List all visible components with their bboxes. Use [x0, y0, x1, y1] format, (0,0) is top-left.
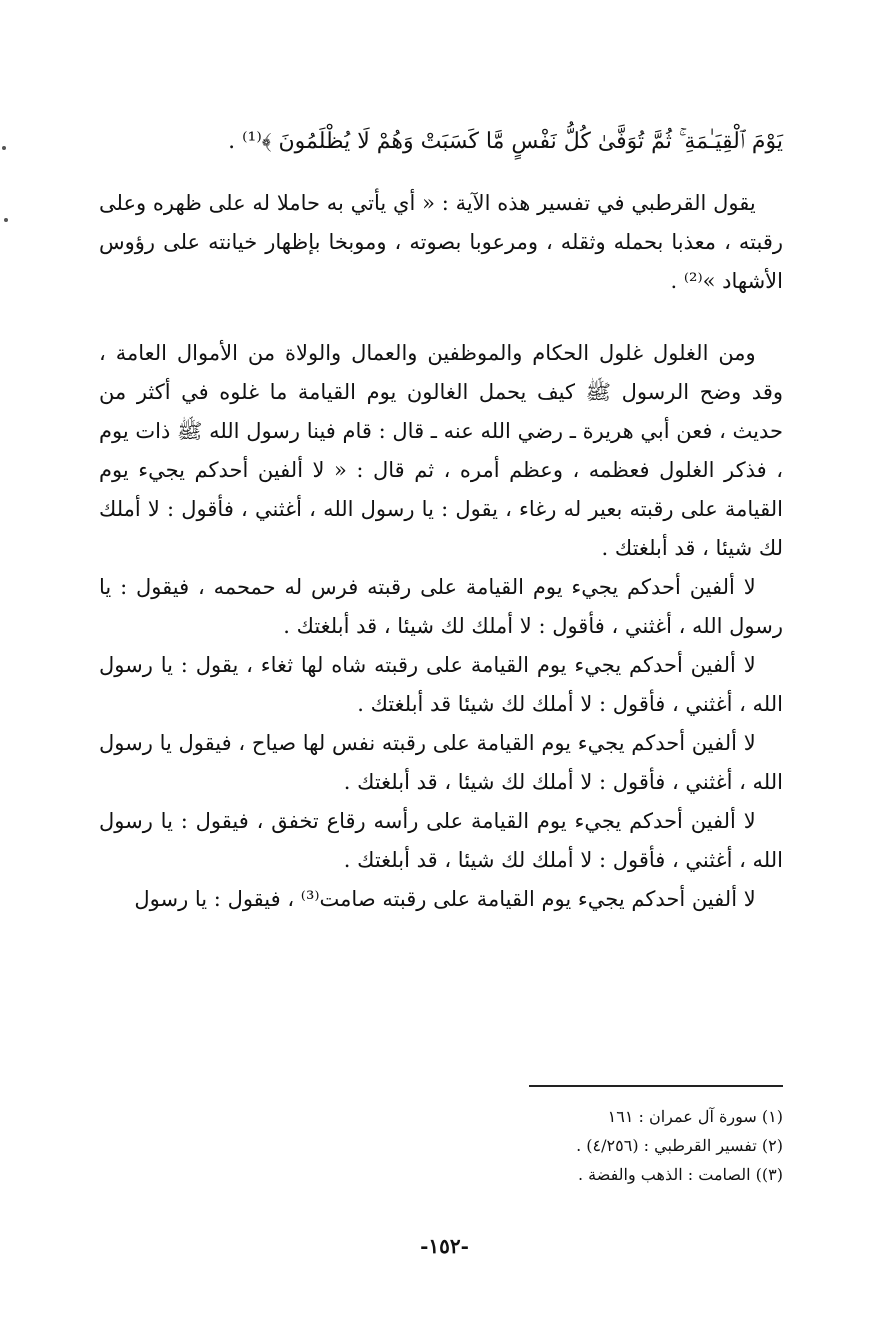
paragraph-hadith-sheep: لا ألفين أحدكم يجيء يوم القيامة على رقبته شاه لها ثغاء ، يقول : يا رسول الله ، أغثني ، فأقول : لا أملك لك شيئا قد أبلغتك . — [99, 653, 783, 716]
footnotes — [383, 1102, 783, 1189]
footnote-3: (٣)) الصامت : الذهب والفضة . — [577, 1165, 783, 1184]
footnote-divider — [529, 1085, 783, 1087]
paragraph-hadith-cloth: لا ألفين أحدكم يجيء يوم القيامة على رأسه رقاع تخفق ، فيقول : يا رسول الله ، أغثني ، فأقول : لا أملك لك شيئا ، قد أبلغتك . — [99, 809, 783, 872]
footnote-1: (١) سورة آل عمران : ١٦١ — [607, 1107, 783, 1126]
page-number: -١٥٢- — [420, 1234, 469, 1258]
paragraph-hadith-soul: لا ألفين أحدكم يجيء يوم القيامة على رقبته نفس لها صياح ، فيقول يا رسول الله ، أغثني ، فأقول : لا أملك لك شيئا ، قد أبلغتك . — [99, 731, 783, 794]
margin-mark — [2, 146, 6, 150]
main-text — [99, 122, 783, 919]
paragraph-hadith-gold: لا ألفين أحدكم يجيء يوم القيامة على رقبته صامت⁽³⁾ ، فيقول : يا رسول — [134, 887, 756, 911]
paragraph-ghulul: ومن الغلول غلول الحكام والموظفين والعمال والولاة من الأموال العامة ، وقد وضح الرسول ﷺ كيف يحمل الغالون يوم القيامة ما غلوه في أكثر من حديث ، فعن أبي هريرة ـ رضي الله عنه ـ قال : قام فينا رسول الله ﷺ ذات يوم ، فذكر الغلول فعظمه ، وعظم أمره ، ثم قال : « لا ألفين أحدكم يجيء يوم القيامة على رقبته بعير له رغاء ، يقول : يا رسول الله ، أغثني ، فأقول : لا أملك لك شيئا ، قد أبلغتك . — [99, 341, 783, 560]
margin-mark — [4, 218, 8, 222]
paragraph-qurtubi: يقول القرطبي في تفسير هذه الآية : « أي يأتي به حاملا له على ظهره وعلى رقبته ، معذبا بحمله وثقله ، ومرعوبا بصوته ، وموبخا بإظهار خيانته على رؤوس الأشهاد »⁽²⁾ . — [99, 191, 783, 293]
paragraph-hadith-horse: لا ألفين أحدكم يجيء يوم القيامة على رقبته فرس له حمحمه ، فيقول : يا رسول الله ، أغثني ، فأقول : لا أملك لك شيئا ، قد أبلغتك . — [99, 575, 783, 638]
footnote-2: (٢) تفسير القرطبي : (٤/٢٥٦) . — [576, 1136, 783, 1155]
quran-verse: يَوْمَ ٱلْقِيَـٰمَةِ ۚ ثُمَّ تُوَفَّىٰ كُلُّ نَفْسٍ مَّا كَسَبَتْ وَهُمْ لَا يُظْلَمُونَ ﴾⁽¹⁾ . — [228, 129, 783, 154]
